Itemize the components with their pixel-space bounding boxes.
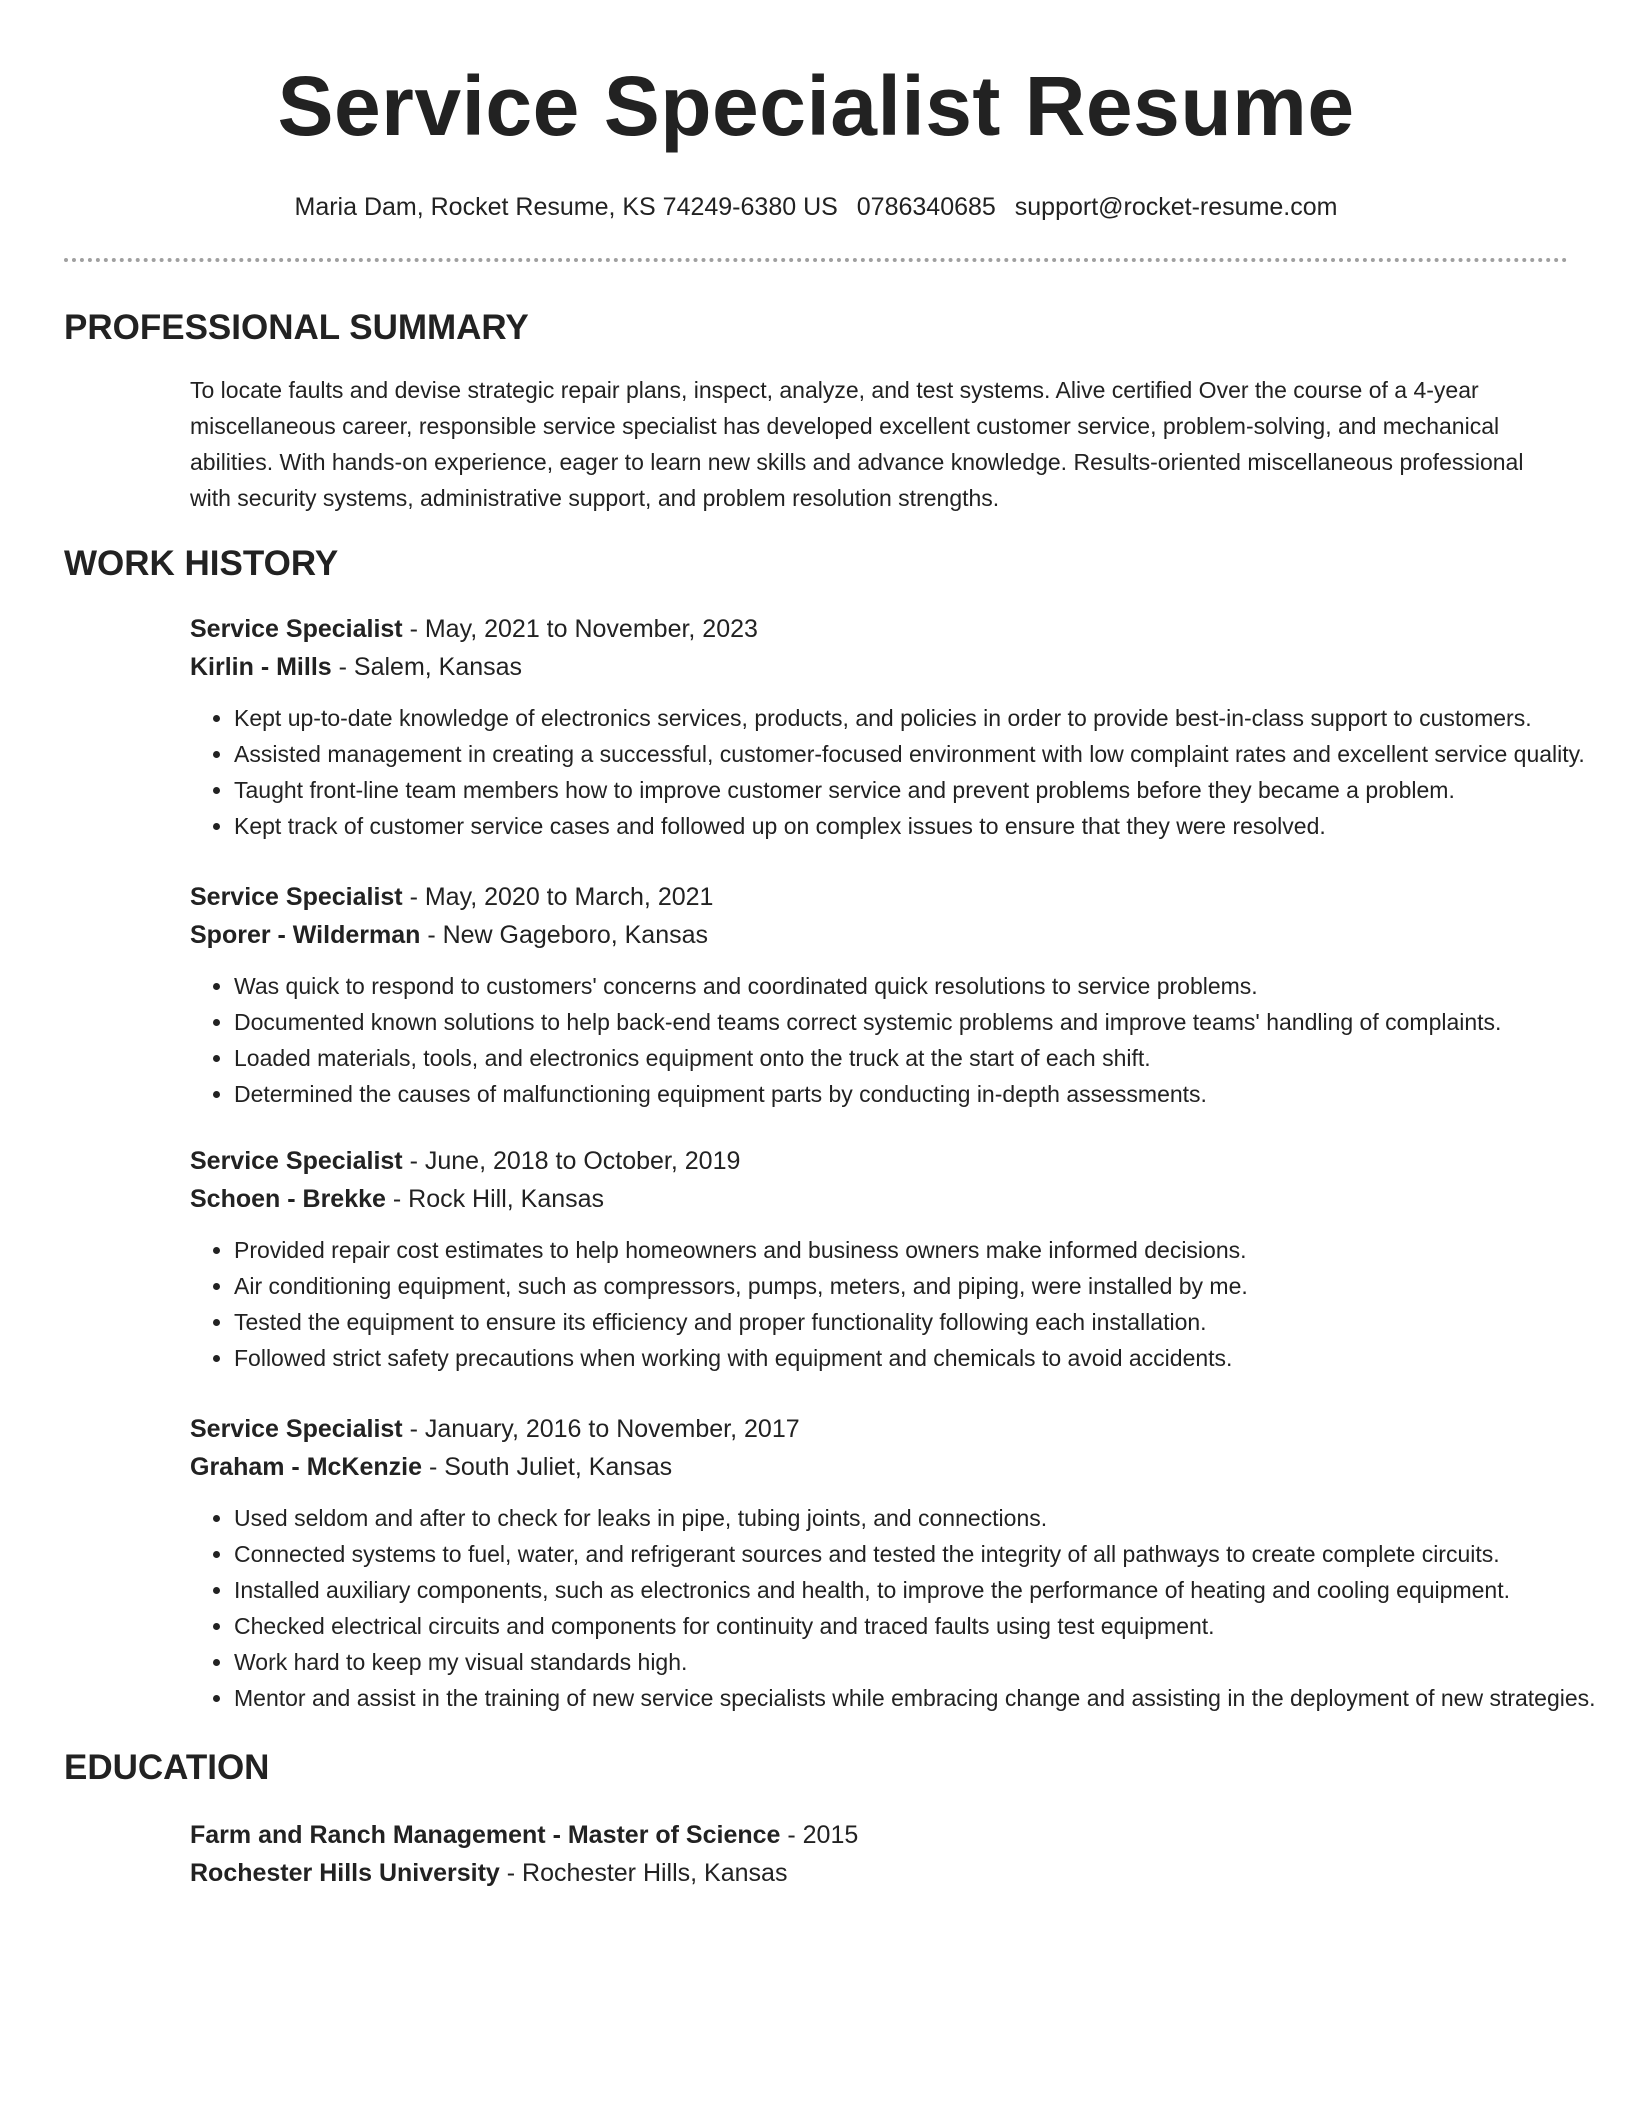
work-history-heading: WORK HISTORY [64,544,339,583]
job-bullets [190,968,1610,1112]
job-entry [190,1410,1596,1716]
job-location: - Salem, Kansas [331,653,523,681]
job-entry [190,1142,1568,1376]
list-item: • Documented known solutions to help back-end teams correct systemic problems and improve teams' handling of complaints. [234,1004,1610,1040]
list-item: • Determined the causes of malfunctioning equipment parts by conducting in-depth assessments. [234,1076,1610,1112]
job-location: - South Juliet, Kansas [422,1453,673,1481]
list-item: • Loaded materials, tools, and electronics equipment onto the truck at the start of each shift. [234,1040,1610,1076]
list-item: • Connected systems to fuel, water, and refrigerant sources and tested the integrity of all pathways to create complete circuits. [234,1536,1610,1572]
list-item: • Work hard to keep my visual standards high. [234,1644,1610,1680]
list-item: • Installed auxiliary components, such as electronics and health, to improve the performance of heating and cooling equipment. [234,1572,1610,1608]
job-entry [190,610,1585,844]
education-school-line [190,1854,1568,1892]
job-company-line [190,1180,1568,1218]
education-year: - 2015 [780,1821,859,1849]
job-dates: - January, 2016 to November, 2017 [402,1415,800,1443]
job-role-line [190,1410,1568,1448]
job-role-line [190,878,1568,916]
header-divider [64,258,1568,262]
job-location: - New Gageboro, Kansas [420,921,709,949]
job-location: - Rock Hill, Kansas [385,1185,605,1213]
contact-email: support@rocket-resume.com [1014,193,1338,221]
education-school: Rochester Hills University [190,1859,500,1887]
education-location: - Rochester Hills, Kansas [499,1859,788,1887]
education-degree-line [190,1816,1568,1854]
contact-address: Maria Dam, Rocket Resume, KS 74249-6380 US [294,193,838,221]
job-role-line [190,610,1568,648]
list-item: • Kept up-to-date knowledge of electronics services, products, and policies in order to provide best-in-class support to customers. [234,700,1610,736]
list-item: • Taught front-line team members how to improve customer service and prevent problems before they became a problem. [234,772,1610,808]
list-item: • Air conditioning equipment, such as compressors, pumps, meters, and piping, were installed by me. [234,1268,1610,1304]
job-role-line [190,1142,1568,1180]
contact-phone: 0786340685 [856,193,996,221]
job-role: Service Specialist [190,1147,403,1175]
job-bullets [190,1232,1610,1376]
job-entry [190,878,1568,1112]
education-degree: Farm and Ranch Management - Master of Science [190,1821,781,1849]
job-bullets [190,1500,1610,1716]
job-role: Service Specialist [190,1415,403,1443]
job-dates: - June, 2018 to October, 2019 [402,1147,741,1175]
job-company-line [190,648,1568,686]
list-item: • Assisted management in creating a successful, customer-focused environment with low complaint rates and excellent service quality. [234,736,1610,772]
job-role: Service Specialist [190,615,403,643]
list-item: • Tested the equipment to ensure its efficiency and proper functionality following each installation. [234,1304,1610,1340]
education-heading: EDUCATION [64,1748,270,1787]
job-company-line [190,916,1568,954]
list-item: • Was quick to respond to customers' concerns and coordinated quick resolutions to service problems. [234,968,1610,1004]
summary-heading: PROFESSIONAL SUMMARY [64,308,529,347]
list-item: • Checked electrical circuits and components for continuity and traced faults using test equipment. [234,1608,1610,1644]
job-bullets [190,700,1610,844]
job-company: Kirlin - Mills [190,653,332,681]
list-item: • Mentor and assist in the training of new service specialists while embracing change and assisting in the deployment of new strategies. [234,1680,1610,1716]
job-company-line [190,1448,1568,1486]
list-item: • Followed strict safety precautions when working with equipment and chemicals to avoid accidents. [234,1340,1610,1376]
education-entry [190,1816,1568,1892]
job-dates: - May, 2021 to November, 2023 [402,615,758,643]
summary-text: To locate faults and devise strategic repair plans, inspect, analyze, and test systems. Alive certified Over the course of a 4-year miscellaneous career, responsible service specialist has developed excellent customer service, problem-solving, and mechanical abilities. With hands-on experience, eager to learn new skills and advance knowledge. Results-oriented miscellaneous professional with security systems, administrative support, and problem resolution strengths. [190,377,1524,511]
contact-line [64,190,1568,224]
resume-title: Service Specialist Resume [277,59,1355,153]
list-item: • Provided repair cost estimates to help homeowners and business owners make informed decisions. [234,1232,1610,1268]
job-company: Sporer - Wilderman [190,921,421,949]
list-item: • Kept track of customer service cases and followed up on complex issues to ensure that they were resolved. [234,808,1610,844]
job-dates: - May, 2020 to March, 2021 [402,883,714,911]
list-item: • Used seldom and after to check for leaks in pipe, tubing joints, and connections. [234,1500,1610,1536]
job-company: Schoen - Brekke [190,1185,386,1213]
job-company: Graham - McKenzie [190,1453,423,1481]
job-role: Service Specialist [190,883,403,911]
